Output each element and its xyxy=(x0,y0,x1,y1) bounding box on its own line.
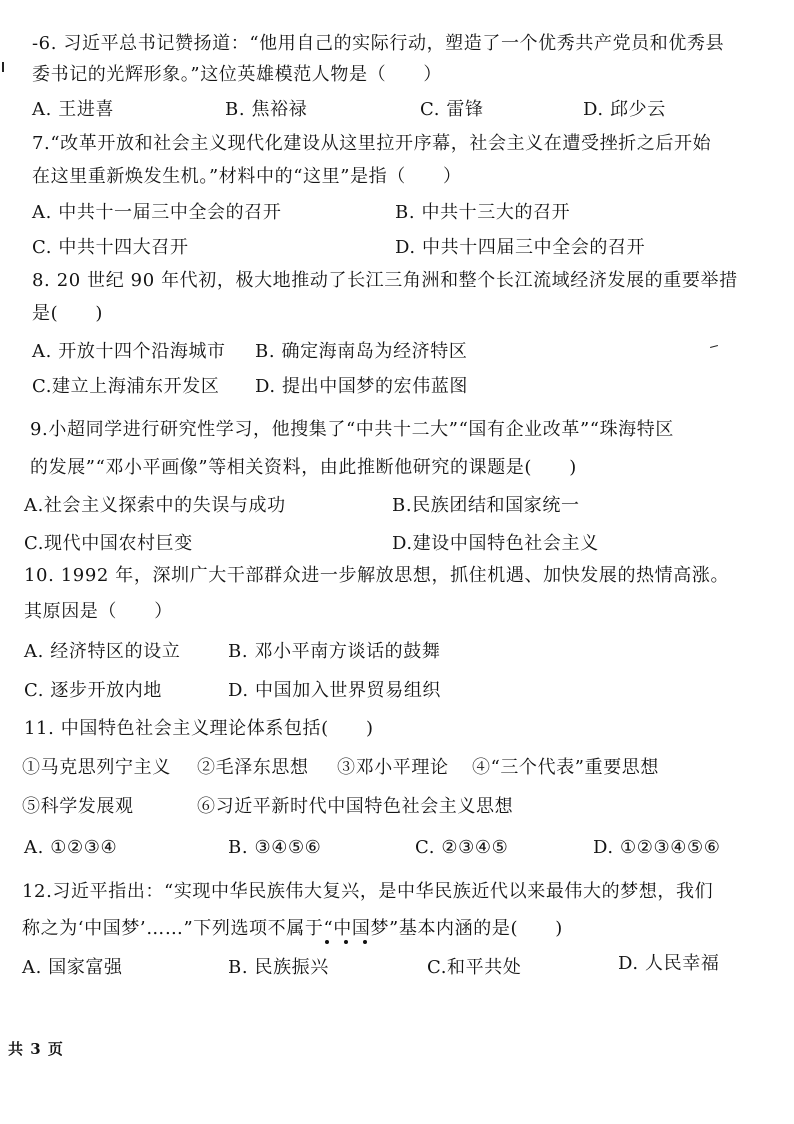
scan-mark xyxy=(2,62,4,72)
q6-option-b: B. 焦裕禄 xyxy=(225,99,308,120)
q11-item-2: ②毛泽东思想 xyxy=(197,757,309,778)
q8-option-a: A. 开放十四个沿海城市 xyxy=(32,341,226,362)
q12-option-a: A. 国家富强 xyxy=(22,957,123,978)
q11-option-a: A. ①②③④ xyxy=(24,837,118,858)
q11-item-6: ⑥习近平新时代中国特色社会主义思想 xyxy=(197,796,514,817)
q11-option-c: C. ②③④⑤ xyxy=(415,837,509,858)
q12-option-b: B. 民族振兴 xyxy=(228,957,329,978)
q9-option-c: C.现代中国农村巨变 xyxy=(24,533,193,554)
q7-option-a: A. 中共十一届三中全会的召开 xyxy=(32,202,282,223)
q6-option-a: A. 王进喜 xyxy=(32,99,115,120)
q11-option-b: B. ③④⑤⑥ xyxy=(228,837,322,858)
q11-item-3: ③邓小平理论 xyxy=(337,757,449,778)
q12-stem-line1: 12.习近平指出：“实现中华民族伟大复兴，是中华民族近代以来最伟大的梦想，我们 xyxy=(22,881,714,902)
q11-item-4: ④“三个代表”重要思想 xyxy=(472,757,660,778)
q8-option-d: D. 提出中国梦的宏伟蓝图 xyxy=(255,376,469,397)
q10-stem-line2: 其原因是（ ） xyxy=(24,601,173,622)
q10-stem-line1: 10. 1992 年，深圳广大干部群众进一步解放思想，抓住机遇、加快发展的热情高涨。 xyxy=(24,565,730,586)
q12-option-d: D. 人民幸福 xyxy=(618,953,720,974)
q8-option-c: C.建立上海浦东开发区 xyxy=(32,376,220,397)
q10-option-d: D. 中国加入世界贸易组织 xyxy=(228,680,442,701)
q7-option-c: C. 中共十四大召开 xyxy=(32,237,189,258)
q7-stem-line1: 7.“改革开放和社会主义现代化建设从这里拉开序幕，社会主义在遭受挫折之后开始 xyxy=(32,133,712,154)
q10-option-b: B. 邓小平南方谈话的鼓舞 xyxy=(228,641,441,662)
q12-option-c: C.和平共处 xyxy=(427,957,522,978)
q6-stem-line1: -6. 习近平总书记赞扬道：“他用自己的实际行动，塑造了一个优秀共产党员和优秀县 xyxy=(32,33,725,54)
page-footer: 共 3 页 xyxy=(8,1040,64,1058)
q10-option-c: C. 逐步开放内地 xyxy=(24,680,162,701)
q9-option-b: B.民族团结和国家统一 xyxy=(392,495,580,516)
q7-option-b: B. 中共十三大的召开 xyxy=(395,202,571,223)
q9-stem-line2: 的发展”“邓小平画像”等相关资料，由此推断他研究的课题是( ) xyxy=(30,457,577,478)
q9-stem-line1: 9.小超同学进行研究性学习，他搜集了“中共十二大”“国有企业改革”“珠海特区 xyxy=(30,419,674,440)
q9-option-d: D.建设中国特色社会主义 xyxy=(392,533,599,554)
q10-option-a: A. 经济特区的设立 xyxy=(24,641,181,662)
scan-mark xyxy=(710,345,718,348)
q8-stem-line1: 8. 20 世纪 90 年代初，极大地推动了长江三角洲和整个长江流域经济发展的重要举措 xyxy=(32,270,738,291)
q11-option-d: D. ①②③④⑤⑥ xyxy=(593,837,721,858)
q8-option-b: B. 确定海南岛为经济特区 xyxy=(255,341,468,362)
q8-stem-line2: 是( ) xyxy=(32,303,104,324)
q12-stem-line2: 称之为‘中国梦’……”下列选项不属于“中国梦”基本内涵的是( ) xyxy=(22,918,563,939)
q6-option-d: D. 邱少云 xyxy=(583,99,666,120)
q6-option-c: C. 雷锋 xyxy=(420,99,484,120)
emphasis-dots xyxy=(321,940,381,948)
q9-option-a: A.社会主义探索中的失误与成功 xyxy=(24,495,286,516)
q7-option-d: D. 中共十四届三中全会的召开 xyxy=(395,237,646,258)
q11-item-1: ①马克思列宁主义 xyxy=(22,757,171,778)
q11-stem: 11. 中国特色社会主义理论体系包括( ) xyxy=(24,718,374,739)
q6-stem-line2: 委书记的光辉形象。”这位英雄模范人物是（ ） xyxy=(32,64,442,85)
q11-item-5: ⑤科学发展观 xyxy=(22,796,134,817)
q7-stem-line2: 在这里重新焕发生机。”材料中的“这里”是指（ ） xyxy=(32,166,462,187)
